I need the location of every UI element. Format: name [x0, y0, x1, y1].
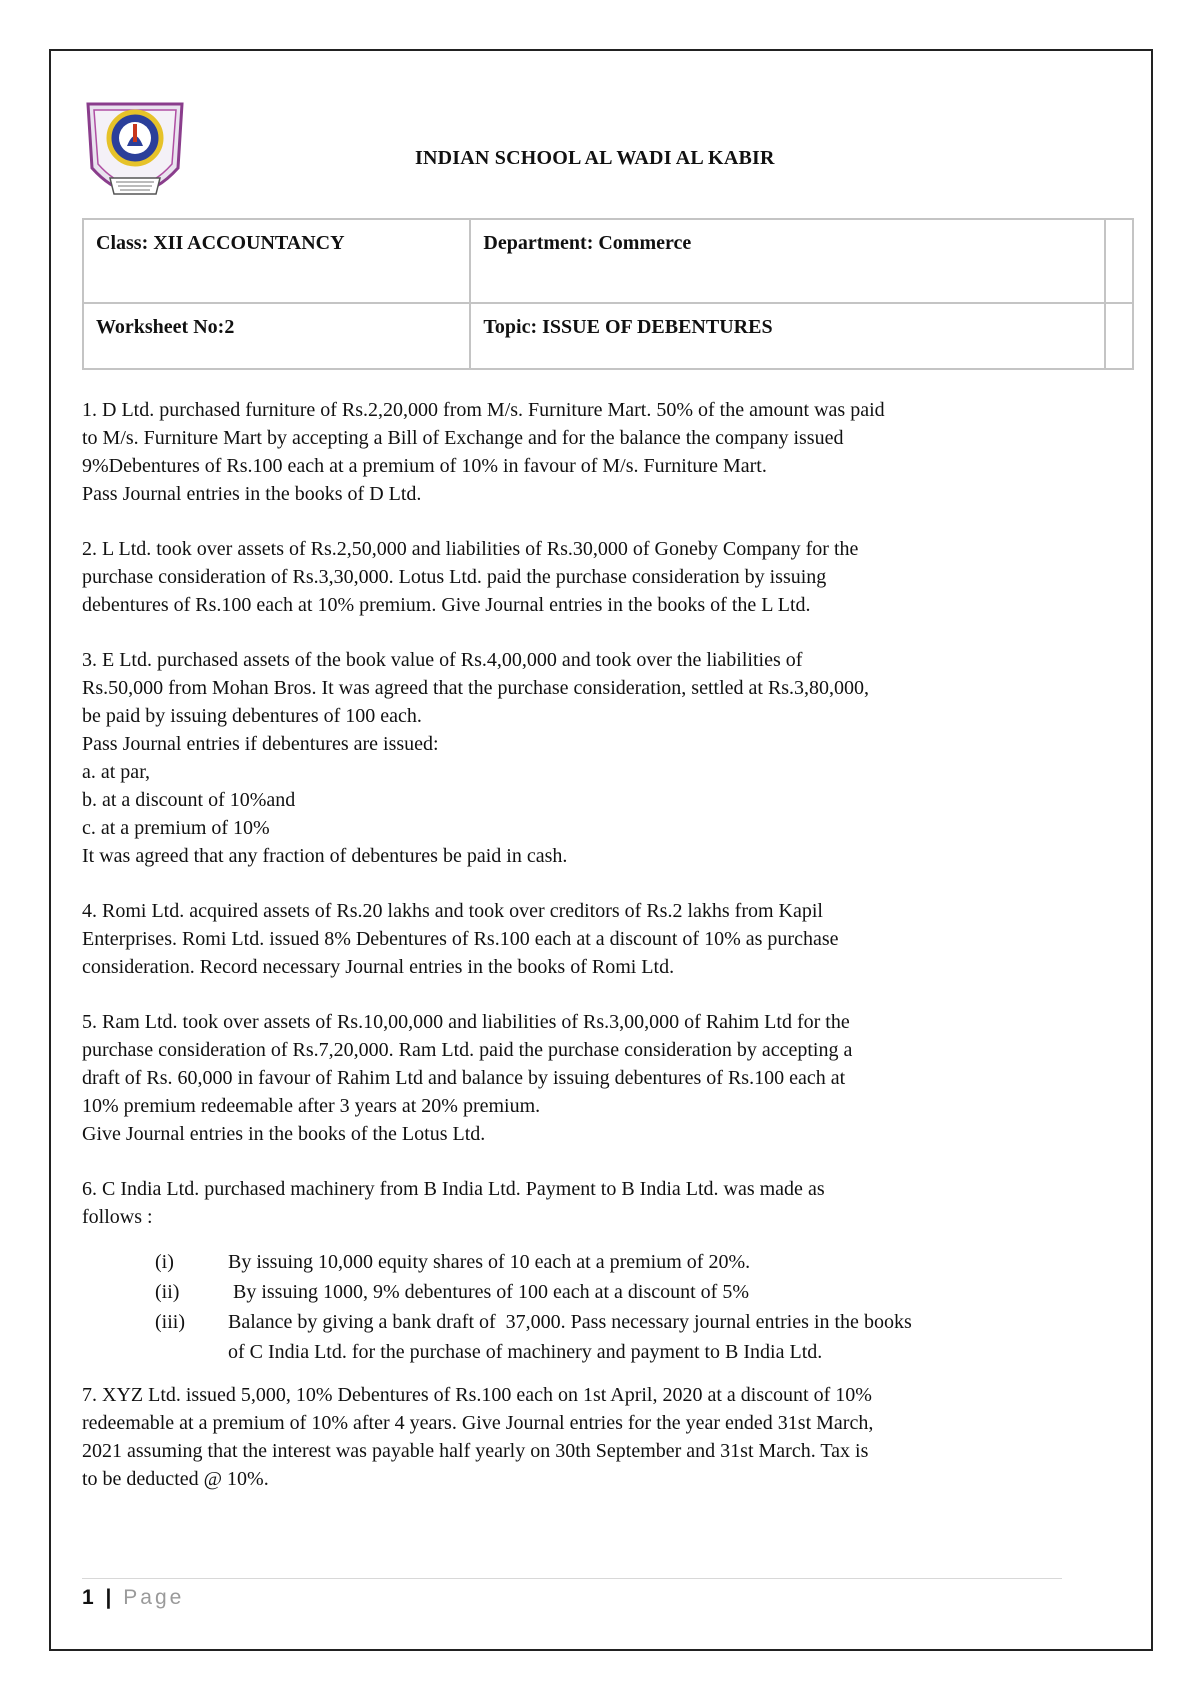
question-5 — [82, 1008, 1082, 1148]
question-line: to M/s. Furniture Mart by accepting a Bill of Exchange and for the balance the company issued — [82, 427, 844, 449]
question-line: Rs.50,000 from Mohan Bros. It was agreed that the purchase consideration, settled at Rs.3,80,000, — [82, 677, 870, 699]
question-line: 9%Debentures of Rs.100 each at a premium of 10% in favour of M/s. Furniture Mart. — [82, 455, 767, 477]
question-line: c. at a premium of 10% — [82, 817, 270, 839]
item-text: Balance by giving a bank draft of 37,000. Pass necessary journal entries in the books — [228, 1311, 912, 1333]
question-line: 7. XYZ Ltd. issued 5,000, 10% Debentures of Rs.100 each on 1st April, 2020 at a discount of 10% — [82, 1384, 872, 1406]
question-line: 5. Ram Ltd. took over assets of Rs.10,00,000 and liabilities of Rs.3,00,000 of Rahim Ltd for the — [82, 1011, 850, 1033]
questions-list — [82, 396, 1082, 1520]
question-line: b. at a discount of 10%and — [82, 789, 296, 811]
question-line: 10% premium redeemable after 3 years at 20% premium. — [82, 1095, 541, 1117]
item-number: (i) — [155, 1251, 174, 1273]
question-4 — [82, 897, 1082, 981]
topic-cell: Topic: ISSUE OF DEBENTURES — [470, 303, 1105, 369]
question-line: purchase consideration of Rs.3,30,000. Lotus Ltd. paid the purchase consideration by issuing — [82, 566, 827, 588]
item-number: (ii) — [155, 1281, 180, 1303]
page-number: 1 — [82, 1586, 94, 1609]
question-1 — [82, 396, 1082, 508]
department-cell: Department: Commerce — [470, 219, 1105, 303]
question-3 — [82, 646, 1082, 870]
footer-separator: | — [105, 1586, 112, 1609]
question-7 — [82, 1381, 1082, 1493]
question-line: Pass Journal entries in the books of D Ltd. — [82, 483, 422, 505]
worksheet-number-cell: Worksheet No:2 — [83, 303, 470, 369]
footer-divider — [82, 1578, 1062, 1579]
question-line: Give Journal entries in the books of the Lotus Ltd. — [82, 1123, 486, 1145]
question-line: 4. Romi Ltd. acquired assets of Rs.20 lakhs and took over creditors of Rs.2 lakhs from Kapil — [82, 900, 823, 922]
question-line: follows : — [82, 1206, 153, 1228]
question-line: be paid by issuing debentures of 100 each. — [82, 705, 422, 727]
class-cell: Class: XII ACCOUNTANCY — [83, 219, 470, 303]
list-item — [82, 1277, 1082, 1307]
question-line: 1. D Ltd. purchased furniture of Rs.2,20,000 from M/s. Furniture Mart. 50% of the amount was paid — [82, 399, 885, 421]
page-footer — [82, 1586, 184, 1610]
question-line: 3. E Ltd. purchased assets of the book value of Rs.4,00,000 and took over the liabilities of — [82, 649, 803, 671]
question-line: 2021 assuming that the interest was payable half yearly on 30th September and 31st March. Tax is — [82, 1440, 869, 1462]
payment-items-list — [82, 1247, 1082, 1367]
question-line: redeemable at a premium of 10% after 4 years. Give Journal entries for the year ended 31st March, — [82, 1412, 874, 1434]
question-line: debentures of Rs.100 each at 10% premium. Give Journal entries in the books of the L Ltd. — [82, 594, 811, 616]
question-line: purchase consideration of Rs.7,20,000. Ram Ltd. paid the purchase consideration by accepting a — [82, 1039, 853, 1061]
question-line: 6. C India Ltd. purchased machinery from B India Ltd. Payment to B India Ltd. was made as — [82, 1178, 825, 1200]
item-text: By issuing 1000, 9% debentures of 100 each at a discount of 5% — [228, 1281, 750, 1303]
list-item — [82, 1247, 1082, 1277]
worksheet-info-table — [82, 218, 1134, 370]
question-line: to be deducted @ 10%. — [82, 1468, 269, 1490]
question-line: draft of Rs. 60,000 in favour of Rahim Ltd and balance by issuing debentures of Rs.100 each at — [82, 1067, 846, 1089]
question-line: consideration. Record necessary Journal entries in the books of Romi Ltd. — [82, 956, 675, 978]
question-line: Enterprises. Romi Ltd. issued 8% Debentures of Rs.100 each at a discount of 10% as purchase — [82, 928, 839, 950]
question-line: 2. L Ltd. took over assets of Rs.2,50,000 and liabilities of Rs.30,000 of Goneby Company for the — [82, 538, 859, 560]
list-item — [82, 1307, 1082, 1367]
question-6 — [82, 1175, 1082, 1367]
item-text: of C India Ltd. for the purchase of machinery and payment to B India Ltd. — [228, 1341, 823, 1363]
question-line: Pass Journal entries if debentures are issued: — [82, 733, 439, 755]
school-name-heading: INDIAN SCHOOL AL WADI AL KABIR — [415, 147, 775, 169]
empty-cell — [1105, 219, 1133, 303]
question-2 — [82, 535, 1082, 619]
school-crest-logo — [80, 98, 190, 216]
page-label: Page — [123, 1586, 185, 1609]
empty-cell — [1105, 303, 1133, 369]
item-number: (iii) — [155, 1311, 185, 1333]
item-text: By issuing 10,000 equity shares of 10 each at a premium of 20%. — [228, 1251, 751, 1273]
question-line: a. at par, — [82, 761, 151, 783]
question-line: It was agreed that any fraction of debentures be paid in cash. — [82, 845, 568, 867]
